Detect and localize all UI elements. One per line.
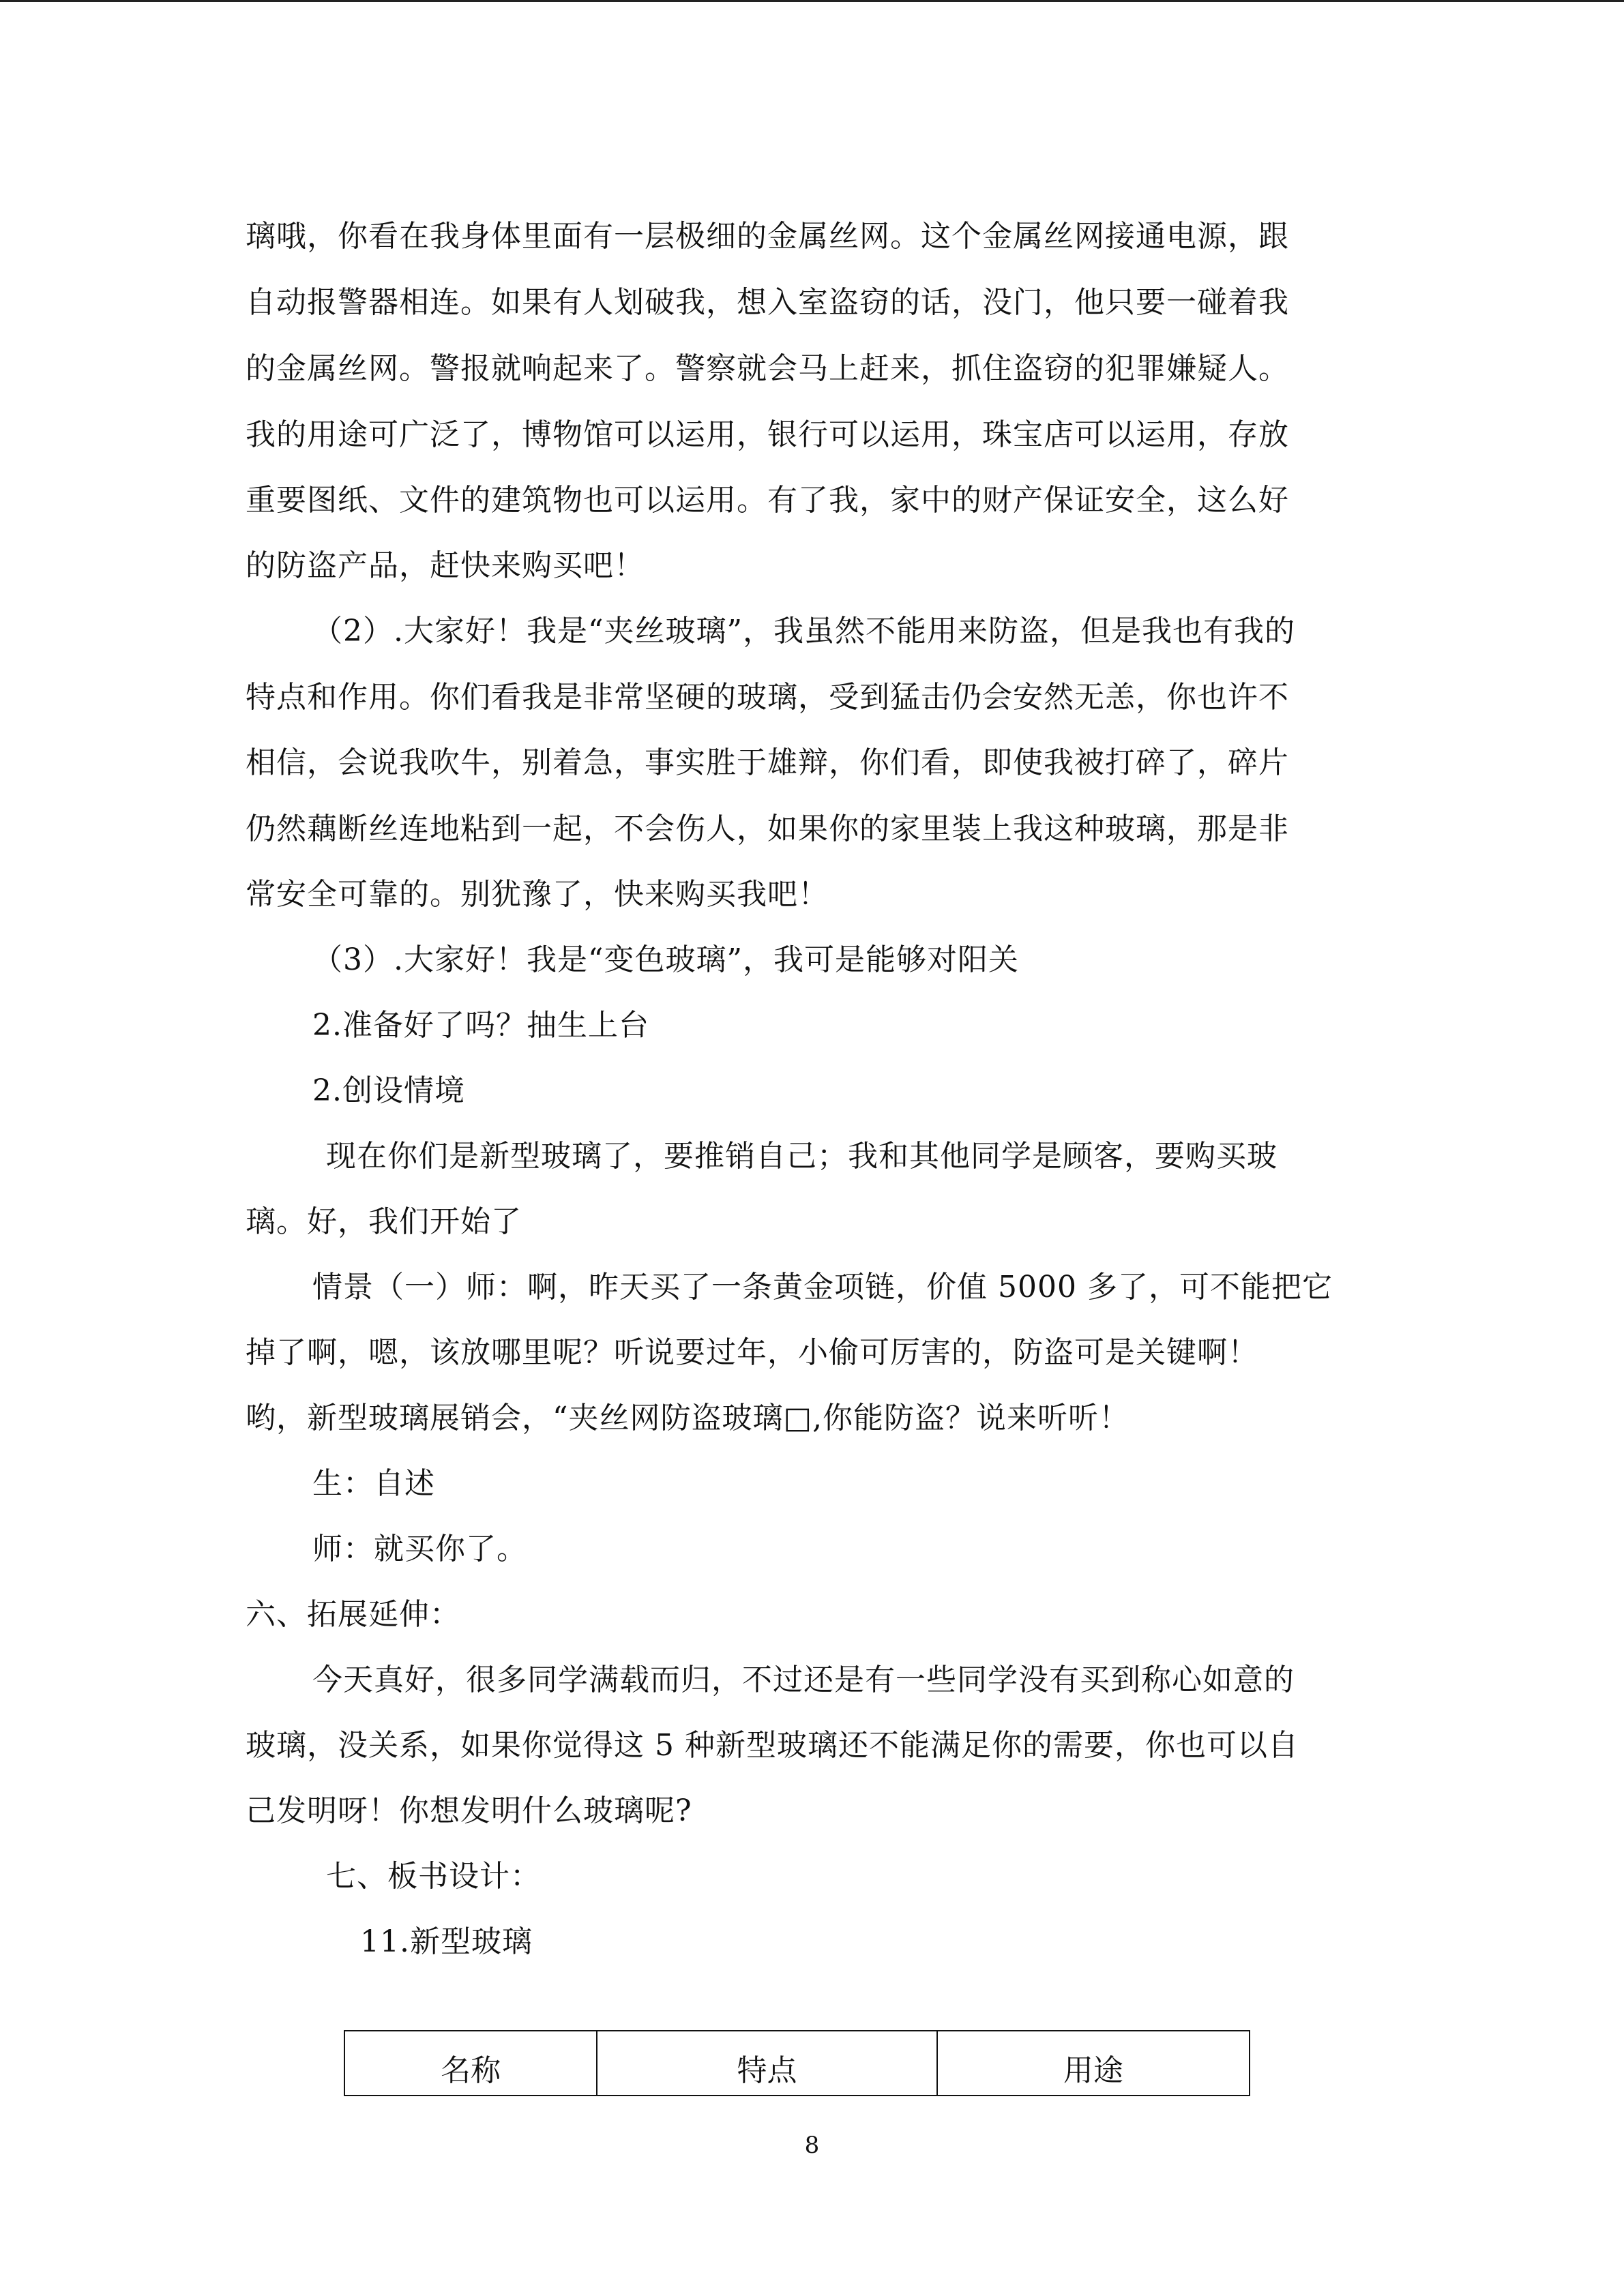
board-design-table [344, 2030, 1250, 2096]
student-line: 生：自述 [312, 1466, 435, 1501]
text-line: 情景（一）师：啊，昨天买了一条黄金项链，价值 5000 多了，可不能把它 [312, 1270, 1333, 1304]
text-line: 玻璃，没关系，如果你觉得这 5 种新型玻璃还不能满足你的需要，你也可以自 [246, 1728, 1299, 1763]
board-title: 11.新型玻璃 [360, 1924, 533, 1959]
table-header-name: 名称 [344, 2031, 597, 2096]
text-line: 今天真好，很多同学满载而归，不过还是有一些同学没有买到称心如意的 [312, 1663, 1295, 1697]
text-line: 己发明呀！你想发明什么玻璃呢? [246, 1793, 692, 1828]
text-line: 哟，新型玻璃展销会，“夹丝网防盗玻璃□,你能防盗？说来听听！ [246, 1401, 1130, 1435]
page-top-border [0, 0, 1624, 2]
text-line: 的防盗产品，赶快来购买吧！ [246, 548, 645, 583]
text-line: （2）.大家好！我是“夹丝玻璃”，我虽然不能用来防盗，但是我也有我的 [312, 614, 1295, 648]
table-header-use: 用途 [937, 2031, 1250, 2096]
text-line: 我的用途可广泛了，博物馆可以运用，银行可以运用，珠宝店可以运用，存放 [246, 417, 1289, 452]
teacher-line: 师：就买你了。 [312, 1532, 527, 1566]
text-line: 特点和作用。你们看我是非常坚硬的玻璃，受到猛击仍会安然无恙，你也许不 [246, 680, 1289, 715]
text-line: 璃。好，我们开始了 [246, 1204, 522, 1239]
table-row [344, 2031, 1250, 2096]
text-line: 现在你们是新型玻璃了，要推销自己；我和其他同学是顾客，要购买玻 [326, 1139, 1278, 1174]
step-scene: 2.创设情境 [312, 1073, 465, 1108]
text-line: 仍然藕断丝连地粘到一起，不会伤人，如果你的家里装上我这种玻璃，那是非 [246, 811, 1289, 846]
page-number: 8 [804, 2132, 820, 2159]
text-line: 的金属丝网。警报就响起来了。警察就会马上赶来，抓住盗窃的犯罪嫌疑人。 [246, 351, 1289, 386]
step-ready: 2.准备好了吗？抽生上台 [312, 1008, 649, 1043]
text-line: 重要图纸、文件的建筑物也可以运用。有了我，家中的财产保证安全，这么好 [246, 483, 1289, 518]
text-line: 相信，会说我吹牛，别着急，事实胜于雄辩，你们看，即使我被打碎了，碎片 [246, 745, 1289, 780]
text-line: 璃哦，你看在我身体里面有一层极细的金属丝网。这个金属丝网接通电源，跟 [246, 219, 1289, 254]
section-heading: 七、板书设计： [326, 1859, 541, 1894]
text-line: 自动报警器相连。如果有人划破我，想入室盗窃的话，没门，他只要一碰着我 [246, 285, 1289, 320]
text-line: （3）.大家好！我是“变色玻璃”，我可是能够对阳关 [312, 942, 1019, 977]
section-heading: 六、拓展延伸： [246, 1597, 460, 1632]
text-line: 掉了啊，嗯，该放哪里呢？听说要过年，小偷可厉害的，防盗可是关键啊！ [246, 1335, 1258, 1370]
text-line: 常安全可靠的。别犹豫了，快来购买我吧！ [246, 877, 829, 912]
table-header-feature: 特点 [597, 2031, 937, 2096]
